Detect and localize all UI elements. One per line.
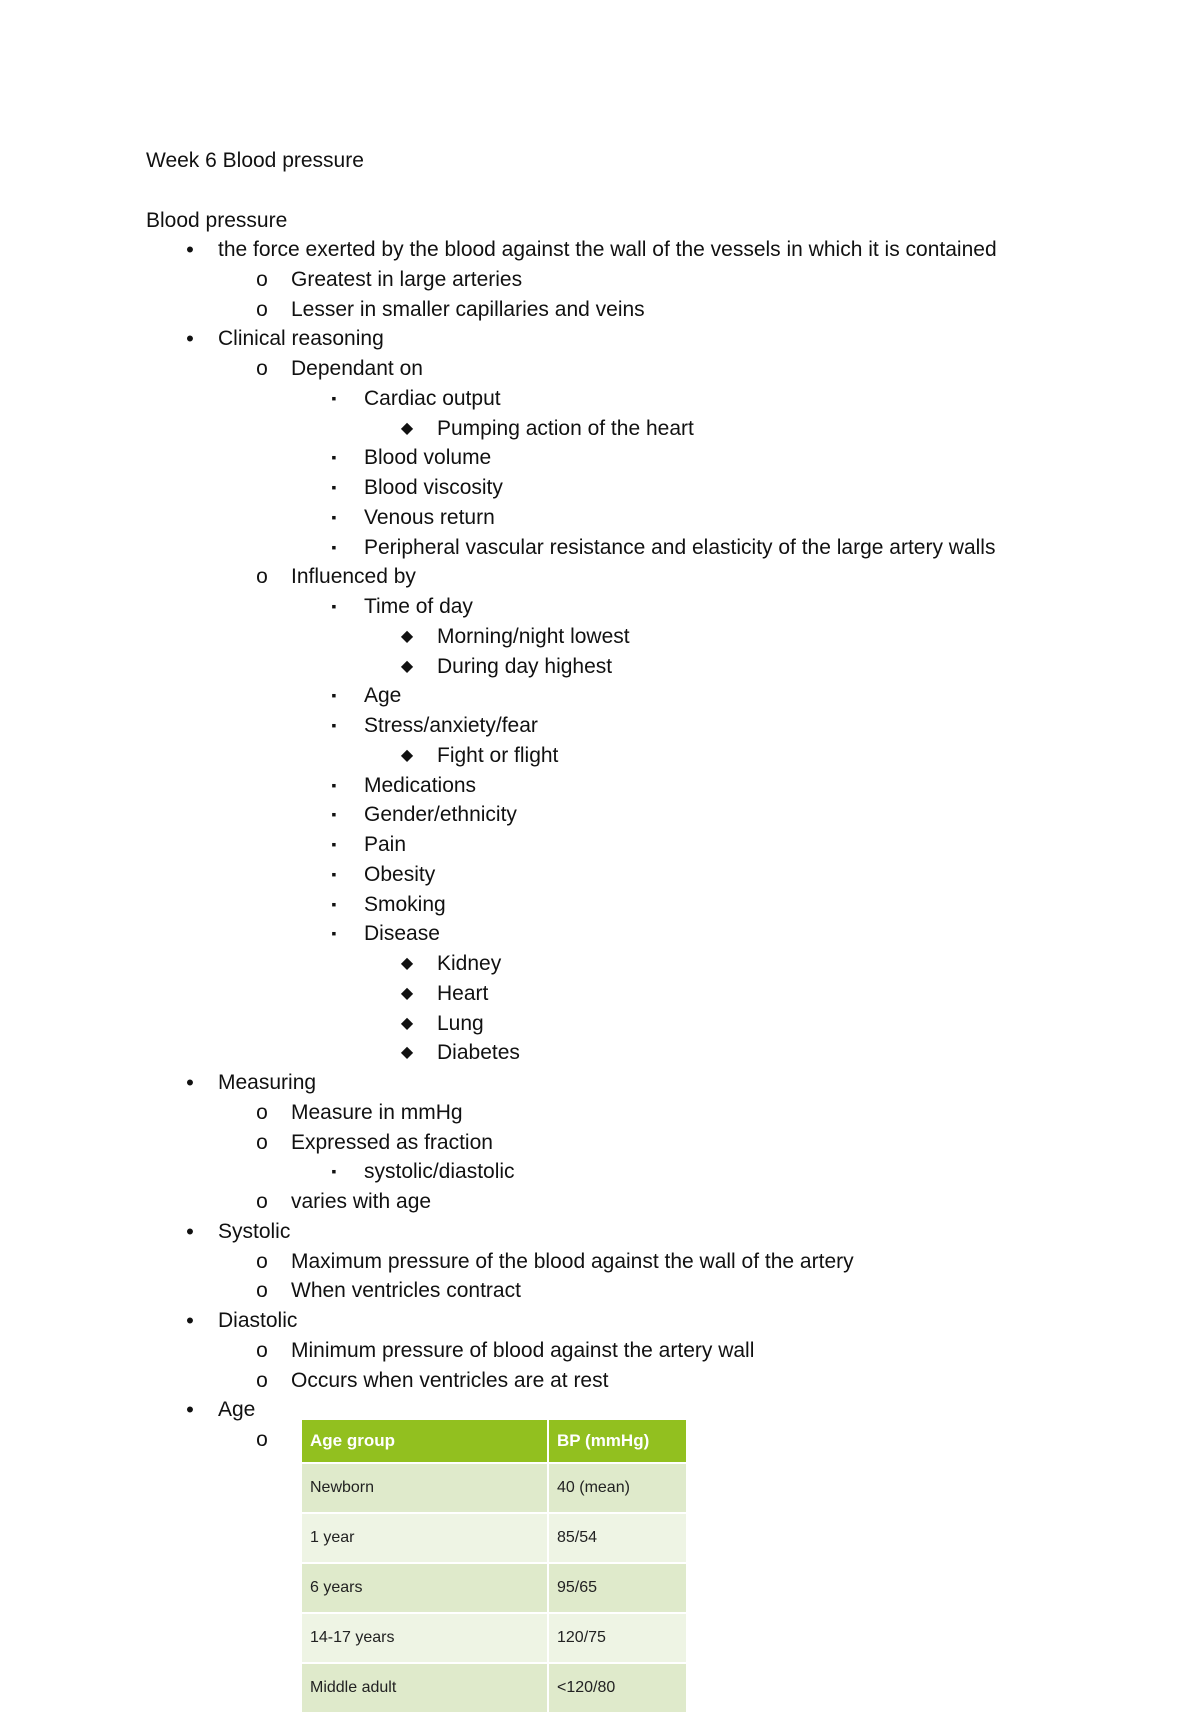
age-group-cell: Middle adult [302,1663,548,1713]
list-item-text: When ventricles contract [291,1279,521,1303]
age-group-cell: 14-17 years [302,1613,548,1663]
list-item [0,979,1200,1009]
list-item [0,1157,1200,1187]
bullet-marker-icon: ▪ [331,925,337,942]
bullet-marker-icon: ◆ [400,984,414,1002]
list-item [0,949,1200,979]
bullet-marker-icon: ▪ [331,479,337,495]
list-item-text: Dependant on [291,357,423,380]
bp-value-cell: 120/75 [548,1613,687,1663]
list-item [0,265,1200,295]
list-item [0,860,1200,890]
list-item-text: Smoking [364,892,446,916]
bullet-marker-icon: o [256,267,268,291]
bullet-marker-icon: ▪ [331,389,337,406]
bullet-marker-icon: ◆ [400,746,414,764]
table-header-row [302,1420,687,1463]
list-item-text: Minimum pressure of blood against the artery wall [291,1338,755,1362]
list-item-text: Heart [437,981,489,1005]
list-item [0,681,1200,711]
bullet-marker-icon: o [256,565,268,589]
bullet-marker-icon: • [186,1218,194,1244]
bullet-marker-icon: o [256,1428,268,1451]
list-item [0,622,1200,652]
list-item-text: Clinical reasoning [218,327,384,351]
list-item-text: Cardiac output [364,386,501,410]
list-item [0,800,1200,830]
list-item [0,562,1200,592]
bullet-marker-icon: ▪ [331,538,337,555]
list-item [0,711,1200,741]
list-item [0,235,1200,265]
list-item-text: Diastolic [218,1309,298,1332]
bullet-marker-icon: o [256,1100,268,1124]
list-item-text: Stress/anxiety/fear [364,714,538,737]
list-item-text: Fight or flight [437,743,559,767]
list-item-text: Disease [364,922,440,946]
list-item [0,771,1200,801]
table-row [302,1463,687,1513]
list-item-text: Greatest in large arteries [291,267,523,291]
bp-value-cell: 85/54 [548,1513,687,1563]
list-item [0,592,1200,622]
list-item-text: systolic/diastolic [364,1160,515,1184]
bullet-marker-icon: ▪ [331,776,337,793]
bullet-marker-icon: • [186,237,194,262]
list-item-text: During day highest [437,654,613,678]
list-item-text: Pain [364,833,407,856]
list-item [0,473,1200,503]
bp-value-cell: 40 (mean) [548,1463,687,1513]
bullet-marker-icon: o [256,1190,268,1213]
bullet-marker-icon: o [256,357,268,380]
age-group-cell: 6 years [302,1563,548,1613]
bullet-marker-icon: ◆ [400,955,414,972]
list-item-text: Lung [437,1011,484,1035]
bullet-marker-icon: ▪ [331,1163,337,1180]
age-bp-table [302,1420,688,1714]
list-item-text: Obesity [364,862,436,886]
bp-value-cell: <120/80 [548,1663,687,1713]
list-item-text: Maximum pressure of the blood against the wall of the artery [291,1249,854,1273]
list-item [0,741,1200,771]
bullet-outline [0,235,1200,1455]
list-item-text: Gender/ethnicity [364,803,517,827]
list-item-text: Influenced by [291,565,416,589]
bullet-marker-icon: ▪ [331,598,337,614]
list-item-text: Morning/night lowest [437,624,630,648]
bullet-marker-icon: ▪ [331,895,337,912]
list-item [0,1009,1200,1039]
list-item [0,652,1200,682]
bullet-marker-icon: ▪ [331,806,337,823]
list-item-text: Medications [364,773,477,797]
bullet-marker-icon: ◆ [400,1014,414,1032]
list-item-text: Measuring [218,1071,317,1094]
list-item [0,503,1200,533]
list-item [0,1336,1200,1366]
list-item-text: Peripheral vascular resistance and elasticity of the large artery walls [364,535,996,559]
list-item [0,830,1200,860]
age-group-cell: Newborn [302,1463,548,1513]
bullet-marker-icon: ▪ [331,449,337,466]
list-item-text: Age [364,684,402,708]
list-item [0,443,1200,473]
bullet-marker-icon: o [256,1249,268,1273]
list-item [0,324,1200,354]
bullet-marker-icon: ◆ [400,419,414,437]
list-item [0,1306,1200,1336]
table-row [302,1563,687,1613]
list-item [0,919,1200,949]
table-header-age-group: Age group [302,1420,548,1463]
table-row [302,1513,687,1563]
list-item-text: Occurs when ventricles are at rest [291,1368,609,1392]
bullet-marker-icon: ▪ [331,865,337,882]
bullet-marker-icon: • [186,326,194,352]
list-item [0,1247,1200,1277]
table-header-bp: BP (mmHg) [548,1420,687,1463]
list-item-text: Expressed as fraction [291,1130,493,1154]
list-item [0,354,1200,384]
list-item-text: Time of day [364,595,473,618]
list-item [0,1276,1200,1306]
bullet-marker-icon: • [186,1397,194,1423]
list-item [0,384,1200,414]
list-item [0,1366,1200,1396]
document-title: Week 6 Blood pressure [146,149,364,172]
list-item-text: Lesser in smaller capillaries and veins [291,297,645,321]
list-item-text: Measure in mmHg [291,1100,463,1124]
list-item [0,1187,1200,1217]
list-item-text: the force exerted by the blood against the wall of the vessels in which it is contained [218,238,997,261]
bullet-marker-icon: ◆ [400,657,414,675]
list-item-text: varies with age [291,1190,432,1213]
bullet-marker-icon: ◆ [400,1044,414,1062]
list-item-text: Diabetes [437,1041,520,1065]
list-item-text: Venous return [364,505,495,529]
bullet-marker-icon: ◆ [400,627,414,645]
list-item [0,295,1200,325]
list-item-text: Age [218,1398,256,1422]
bullet-marker-icon: • [186,1070,194,1095]
list-item [0,1128,1200,1158]
bullet-marker-icon: ▪ [331,508,337,525]
bullet-marker-icon: o [256,1130,268,1154]
list-item [0,1068,1200,1098]
table-row [302,1613,687,1663]
bullet-marker-icon: ▪ [331,717,337,733]
list-item-text: Kidney [437,952,502,975]
age-group-cell: 1 year [302,1513,548,1563]
list-item-text: Blood volume [364,446,492,470]
bullet-marker-icon: o [256,297,268,321]
list-item [0,1217,1200,1247]
bullet-marker-icon: o [256,1279,268,1303]
table-row [302,1663,687,1713]
list-item-text: Blood viscosity [364,476,503,499]
bullet-marker-icon: ▪ [331,687,337,704]
bullet-marker-icon: ▪ [331,836,337,852]
list-item [0,533,1200,563]
bullet-marker-icon: o [256,1368,268,1392]
bp-value-cell: 95/65 [548,1563,687,1613]
section-heading: Blood pressure [146,209,288,232]
bullet-marker-icon: • [186,1308,194,1333]
list-item-text: Pumping action of the heart [437,416,694,440]
list-item [0,890,1200,920]
list-item [0,1098,1200,1128]
list-item [0,414,1200,444]
list-item [0,1038,1200,1068]
bullet-marker-icon: o [256,1338,268,1362]
list-item-text: Systolic [218,1219,291,1243]
